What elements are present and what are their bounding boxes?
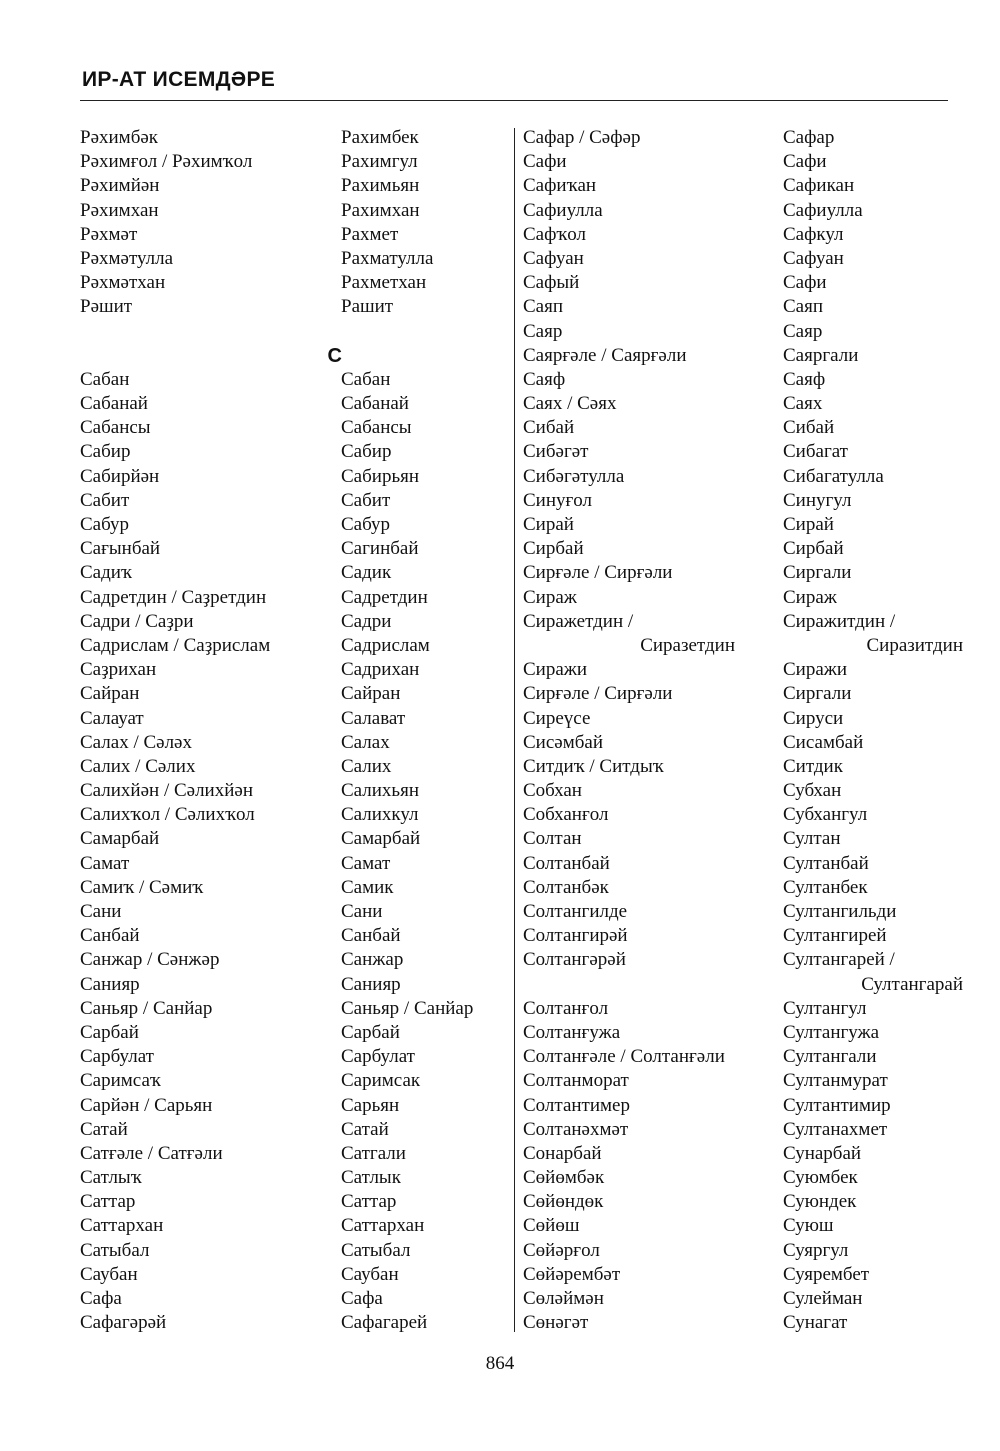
name-entry: Сөйөмбәк [523,1167,605,1189]
name-entry: Саттархан [341,1215,425,1237]
name-entry: Саубан [80,1263,138,1285]
column-divider [514,128,515,1332]
name-entry: Сабур [341,514,391,535]
bashkir-names-column-left [80,126,350,1335]
name-entry: Сиреүсе [523,707,591,729]
name-entry: Сабирйән [80,465,160,487]
name-entry: Сафҡол [523,223,587,245]
name-entry: Сиразетдин [640,634,735,656]
name-entry: Сани [80,901,122,922]
name-entry: Султангарай [861,973,963,995]
blank-line [80,320,350,344]
name-entry: Сиразитдин [866,634,963,656]
name-entry: Сирбай [523,538,584,560]
name-entry: Сағынбай [80,538,161,560]
name-entry: Салах [341,731,390,753]
name-entry: Саяф [523,368,566,390]
name-entry: Санжар [341,949,404,971]
name-entry: Самарбай [80,828,160,850]
name-entry: Султангали [783,1046,877,1068]
name-entry: Солтангилде [523,901,628,922]
name-entry: Сабан [80,368,130,390]
name-entry: Сафи [783,151,827,173]
name-entry: Сөйөш [523,1215,580,1237]
name-entry: Суярембет [783,1263,870,1285]
name-entry: Рахматулла [341,247,434,269]
name-entry: Саньяр / Санйар [341,997,474,1019]
russian-names-column-right [783,126,963,1335]
name-entry: Саттар [80,1191,136,1213]
name-entry: Рахимьян [341,175,420,197]
name-entry: Сафиулла [523,199,603,221]
name-entry: Сарбай [80,1021,139,1043]
name-entry: Саях [783,393,823,415]
name-entry: Султангирей [783,925,887,947]
name-entry: Солтанморат [523,1070,629,1092]
name-entry: Рахимгул [341,151,418,173]
name-entry: Солтанғужа [523,1021,621,1043]
name-entry: Сафиҡан [523,175,597,197]
name-entry: Салих [341,755,392,777]
name-entry: Рәхмәтулла [80,247,174,269]
name-entry: Сабир [341,441,392,463]
name-entry: Рәхимхан [80,199,159,221]
name-entry: Сабит [341,489,391,511]
name-entry: Сибәгәт [523,441,589,463]
name-entry: Сиражитдин / [783,610,896,632]
name-entry: Солтанбай [523,852,610,874]
name-entry: Синуғол [523,489,593,511]
name-entry: Саяп [783,296,824,318]
name-entry: Сафуан [783,247,844,269]
name-entry: Сагинбай [341,538,419,560]
name-entry: Саяр [523,320,563,342]
name-entry: Санбай [80,925,140,947]
name-entry: Суюндек [783,1191,857,1213]
name-entry: Саяп [523,296,564,318]
name-entry: Сөйәрембәт [523,1263,621,1285]
name-entry: Ситдик [783,755,843,777]
name-entry: Самарбай [341,828,421,850]
name-entry: Саяргали [783,344,859,366]
name-entry: Сарйән / Сарьян [80,1094,213,1116]
name-entry: Сөйөндөк [523,1191,604,1213]
name-entry: Суюш [783,1215,834,1237]
name-entry: Сарбулат [80,1046,154,1068]
name-entry: Сируси [783,707,844,729]
name-entry: Салих / Сәлих [80,755,196,777]
name-entry: Рахимхан [341,199,420,221]
name-entry: Садри / Саҙри [80,610,194,632]
name-entry: Сунагат [783,1312,848,1334]
name-entry: Салах / Сәләх [80,731,192,753]
name-entry: Сафагарей [341,1312,428,1334]
name-entry: Солтангирәй [523,925,628,947]
name-entry: Султанмурат [783,1070,888,1092]
name-entry: Суюмбек [783,1167,858,1189]
name-entry: Сатыбал [80,1239,150,1261]
name-entry: Самат [80,852,130,874]
name-entry: Рәшит [80,296,133,318]
name-entry: Сабанай [80,393,148,415]
name-entry: Собхан [523,780,582,802]
name-entry: Салихкул [341,804,419,826]
name-entry: Сиражи [783,659,848,681]
name-entry: Рәхмәт [80,223,138,245]
name-entry: Рәхимйән [80,175,160,197]
name-entry: Сисәмбай [523,731,603,753]
name-entry: Сафый [523,272,580,294]
name-entry: Саях / Сәях [523,393,617,415]
name-entry: Сирай [523,514,574,535]
name-entry: Рәхмәтхан [80,272,166,294]
name-entry: Рахмет [341,223,399,245]
name-entry: Сиражи [523,659,588,681]
name-entry: Сиргали [783,562,852,584]
name-entry: Солтанғәле / Солтанғәли [523,1046,725,1068]
name-entry: Сунарбай [783,1142,862,1164]
name-entry: Саттар [341,1191,397,1213]
name-entry: Султанахмет [783,1118,888,1140]
name-entry: Султангильди [783,901,897,922]
name-entry: Субхан [783,780,842,802]
name-entry: Санжар / Сәнжәр [80,949,220,971]
name-entry: Сафи [523,151,567,173]
name-entry: Сабан [341,368,391,390]
name-entry: Сатыбал [341,1239,411,1261]
name-entry: Санияр [341,973,401,995]
header-rule [80,100,948,101]
name-entry: Сонарбай [523,1142,602,1164]
name-entry: Рашит [341,296,394,318]
name-entry: Сөләймән [523,1288,604,1309]
name-entry: Салават [341,707,406,729]
section-letter: С [327,344,342,367]
name-entry: Сафа [80,1288,122,1309]
running-header: ИР-АТ ИСЕМДӘРЕ [82,68,276,91]
name-entry: Сафуан [523,247,584,269]
name-entry: Султангарей / [783,949,895,971]
name-entry: Солтанәхмәт [523,1118,629,1140]
name-entry: Садрислам [341,634,430,656]
name-entry: Сани [341,901,383,922]
name-entry: Сатғәле / Сатғәли [80,1142,223,1164]
name-entry: Сафар [783,127,835,148]
name-entry: Садрислам / Саҙрислам [80,634,271,656]
name-entry: Сабир [80,441,131,463]
name-entry: Сатлык [341,1167,401,1189]
name-entry: Сатгали [341,1142,406,1164]
name-entry: Сираж [523,586,577,608]
name-entry: Садиҡ [80,562,132,584]
name-entry: Сибагатулла [783,465,884,487]
name-entry: Рәхимбәк [80,127,159,148]
name-entry: Сибай [783,417,835,439]
name-entry: Сибагат [783,441,848,463]
name-entry: Субхангул [783,804,868,826]
name-entry: Садретдин / Саҙретдин [80,586,267,608]
name-entry: Сибәгәтулла [523,465,625,487]
name-entry: Солтан [523,828,582,850]
name-entry: Сиражетдин / [523,610,634,632]
name-entry: Садик [341,562,392,584]
name-entry: Сирбай [783,538,844,560]
name-entry: Сафиулла [783,199,863,221]
name-entry: Сисамбай [783,731,864,753]
name-entry: Салихҡол / Сәлихҡол [80,804,255,826]
name-entry: Саримсаҡ [80,1070,161,1092]
name-entry: Султан [783,828,841,850]
bashkir-names-column-right [523,126,773,1335]
name-entry: Сабансы [80,417,151,439]
name-entry: Садрихан [341,659,420,681]
name-entry: Самик [341,876,394,898]
page-number: 864 [485,1353,515,1374]
name-entry: Саубан [341,1263,399,1285]
name-entry: Саттархан [80,1215,164,1237]
name-entry: Сафар / Сәфәр [523,127,641,148]
name-entry: Сафкул [783,223,844,245]
name-entry: Самат [341,852,391,874]
name-entry: Саяр [783,320,823,342]
name-entry: Собханғол [523,804,609,826]
name-entry: Санбай [341,925,401,947]
name-entry: Салихьян [341,780,419,802]
name-entry: Сабур [80,514,130,535]
name-entry: Сатай [80,1118,128,1140]
blank-line [523,973,773,997]
name-entry: Сафи [783,272,827,294]
name-entry: Солтанбәк [523,876,609,898]
name-entry: Солтантимер [523,1094,630,1116]
name-entry: Сатай [341,1118,389,1140]
name-entry: Солтанғол [523,997,609,1019]
name-entry: Сайран [341,683,401,705]
name-entry: Сираж [783,586,837,608]
name-entry: Сатлыҡ [80,1167,142,1189]
name-entry: Сирғәле / Сирғәли [523,683,673,705]
name-entry: Саҙрихан [80,659,157,681]
name-entry: Рәхимғол / Рәхимҡол [80,151,253,173]
name-entry: Сарбулат [341,1046,415,1068]
name-entry: Солтангәрәй [523,949,626,971]
name-entry: Салихйән / Сәлихйән [80,780,253,802]
name-entry: Салауат [80,707,144,729]
name-entry: Садретдин [341,586,428,608]
name-entry: Султанбай [783,852,869,874]
name-entry: Сибай [523,417,575,439]
name-entry: Сафа [341,1288,383,1309]
name-entry: Садри [341,610,392,632]
name-entry: Сөнәгәт [523,1312,589,1334]
name-entry: Сарбай [341,1021,400,1043]
name-entry: Санияр [80,973,140,995]
name-entry: Суяргул [783,1239,849,1261]
name-entry: Султантимир [783,1094,891,1116]
name-entry: Рахимбек [341,127,419,148]
name-entry: Сафагәрәй [80,1312,167,1334]
name-entry: Султанбек [783,876,868,898]
name-entry: Самиҡ / Сәмиҡ [80,876,204,898]
name-entry: Сабирьян [341,465,420,487]
name-entry: Рахметхан [341,272,427,294]
name-entry: Сулейман [783,1288,863,1309]
name-entry: Султангужа [783,1021,880,1043]
name-entry: Сафикан [783,175,855,197]
name-entry: Сирғәле / Сирғәли [523,562,673,584]
name-entry: Саньяр / Санйар [80,997,213,1019]
name-entry: Сирай [783,514,834,535]
name-entry: Синугул [783,489,852,511]
name-entry: Ситдиҡ / Ситдыҡ [523,755,664,777]
name-entry: Сайран [80,683,140,705]
name-entry: Саярғәле / Саярғәли [523,344,687,366]
name-entry: Сөйәрғол [523,1239,600,1261]
name-entry: Сиргали [783,683,852,705]
name-entry: Сабит [80,489,130,511]
name-entry: Сабансы [341,417,412,439]
name-entry: Сарьян [341,1094,400,1116]
name-entry: Сабанай [341,393,409,415]
name-entry: Саримсак [341,1070,421,1092]
name-entry: Султангул [783,997,867,1019]
name-entry: Саяф [783,368,826,390]
